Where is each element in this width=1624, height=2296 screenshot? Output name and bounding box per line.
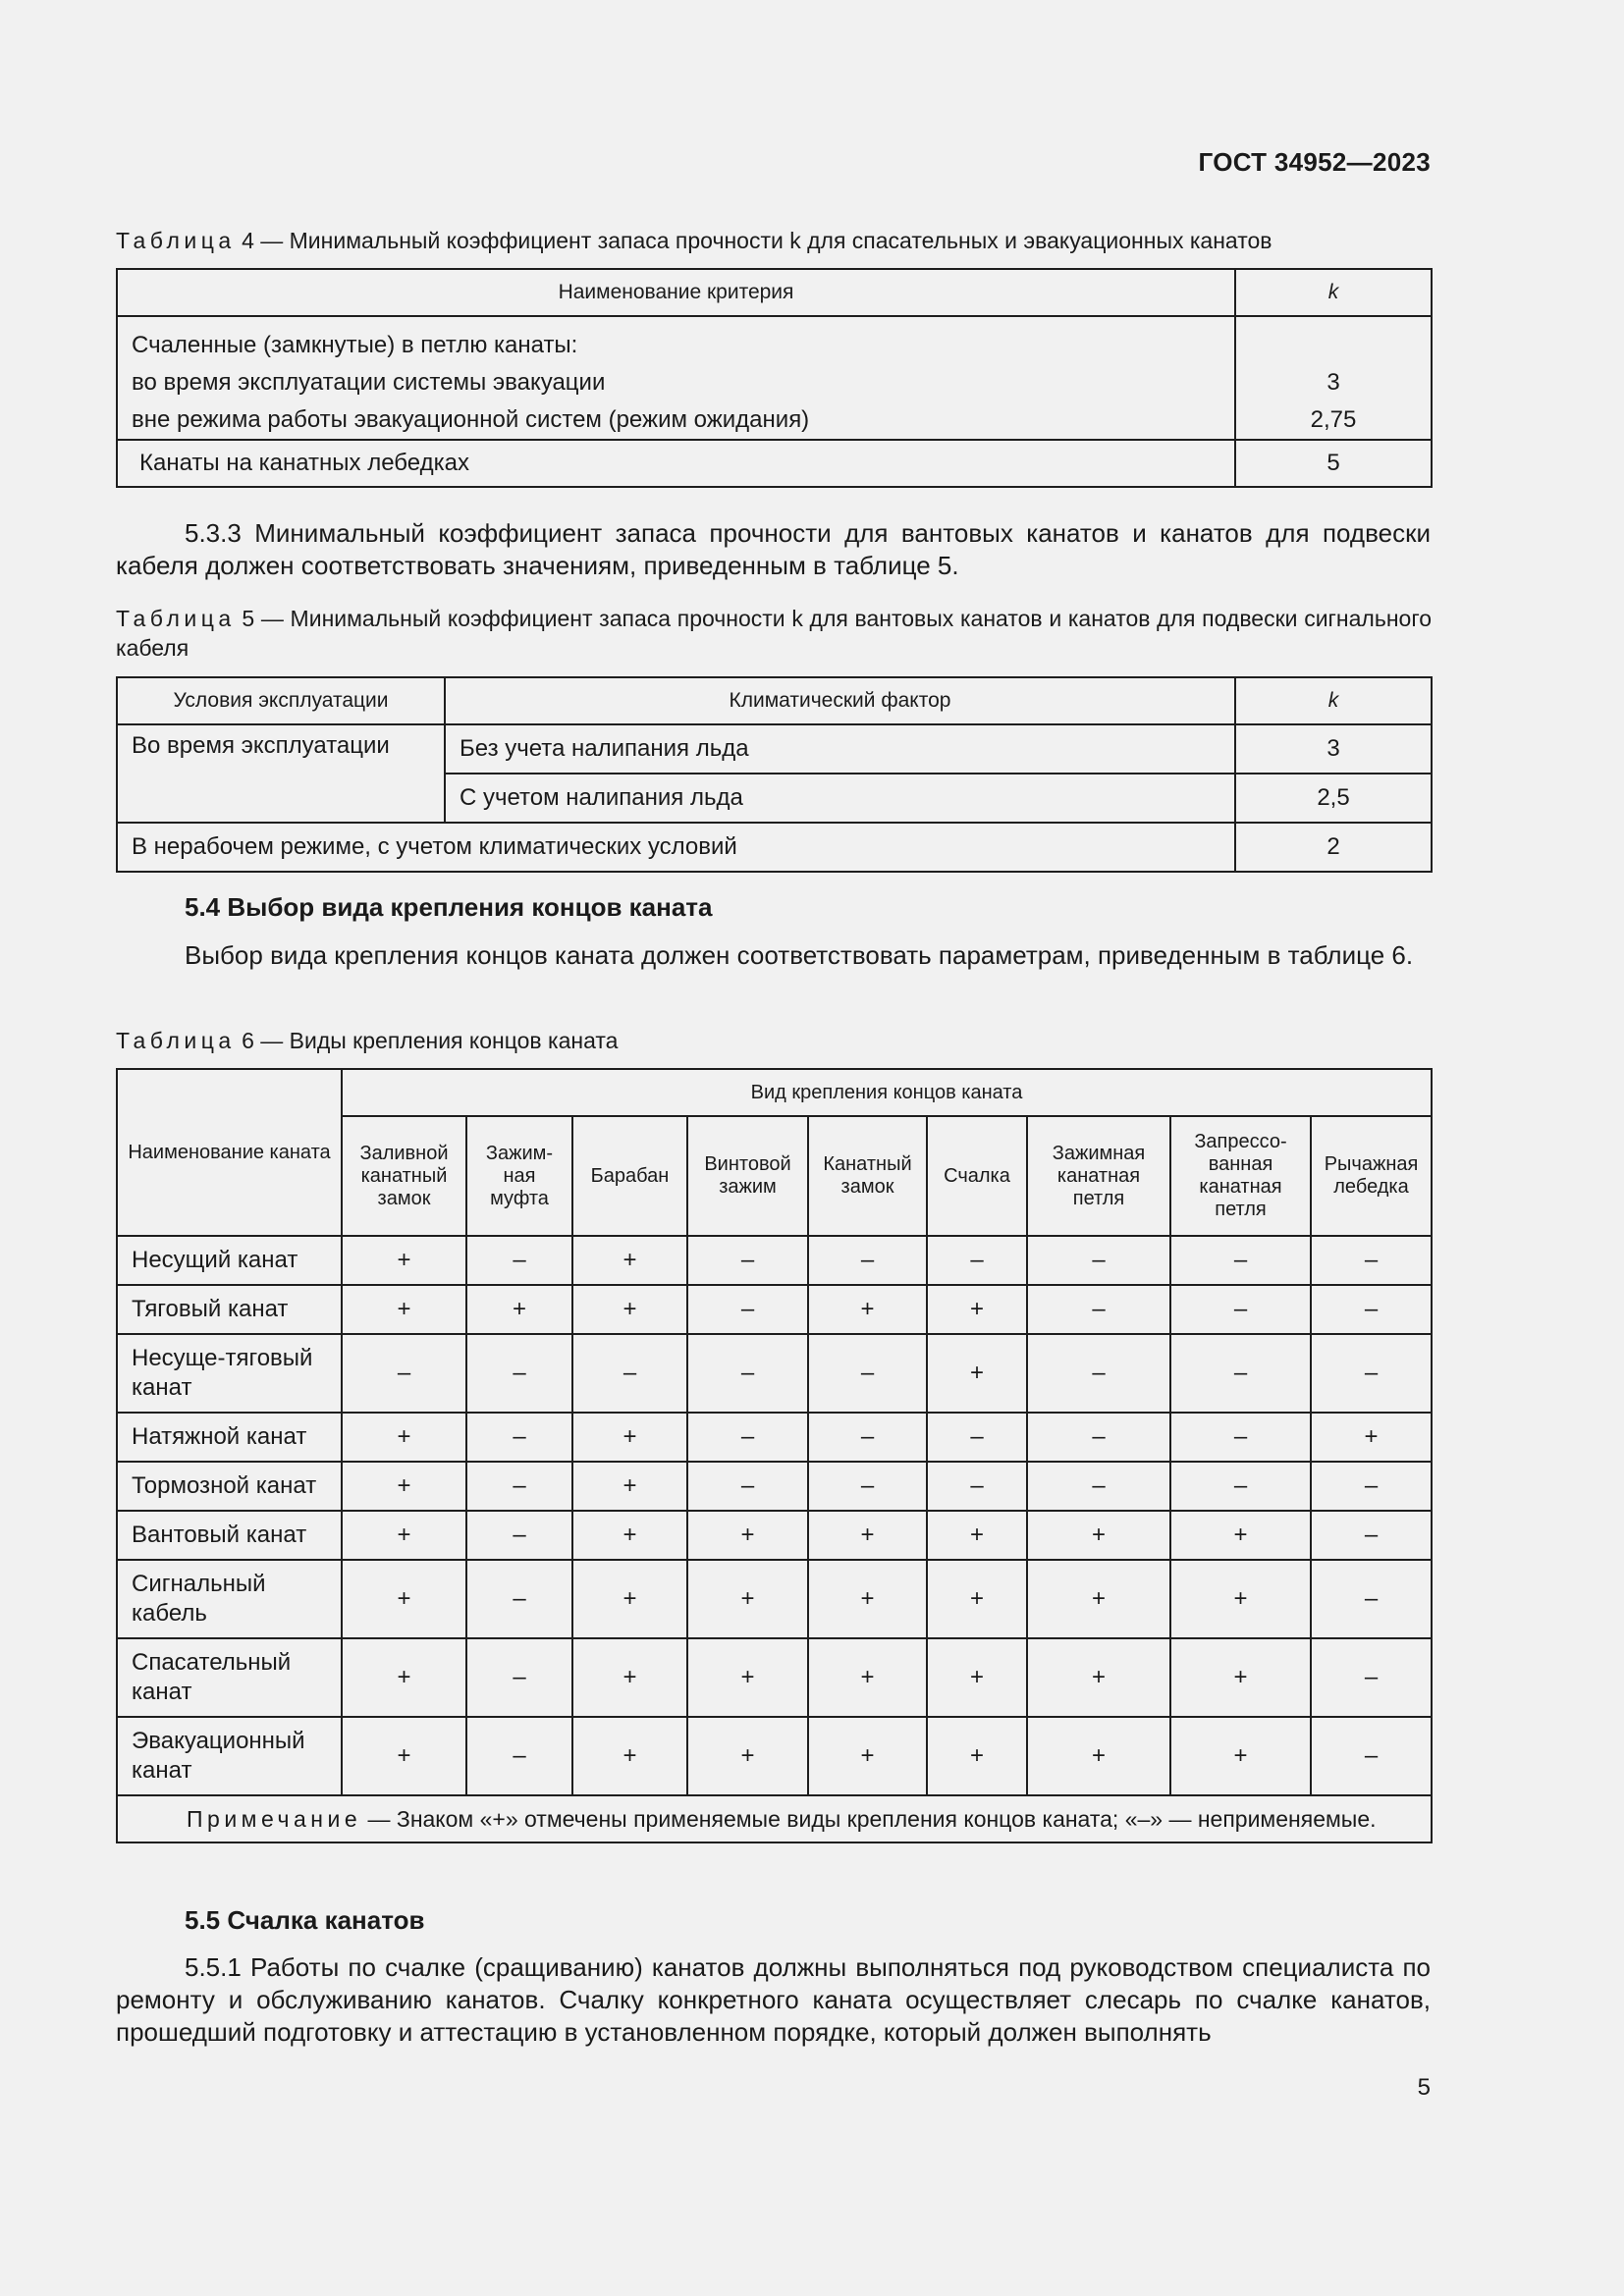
table6-mark-cell: +	[342, 1285, 466, 1334]
table6-mark-cell: +	[342, 1413, 466, 1462]
table6-mark-cell: +	[1170, 1717, 1311, 1795]
table6-col-header: Канатный замок	[808, 1116, 927, 1236]
table6-note-prefix: Примечание	[187, 1806, 362, 1832]
table6-mark-cell: –	[1311, 1334, 1432, 1413]
table6-mark-cell: –	[808, 1236, 927, 1285]
table4-col-k: k	[1235, 269, 1432, 316]
table6-col-header: Заливной канатный замок	[342, 1116, 466, 1236]
table6-mark-cell: +	[808, 1285, 927, 1334]
table6-mark-cell: –	[1027, 1413, 1170, 1462]
table6-row-name: Тяговый канат	[117, 1285, 342, 1334]
table6-caption	[116, 1026, 618, 1055]
table6-mark-cell: –	[1311, 1462, 1432, 1511]
table6-mark-cell: +	[1170, 1511, 1311, 1560]
table6-row-name: Сигнальный кабель	[117, 1560, 342, 1638]
table4-row3-k: 5	[1235, 440, 1432, 487]
table5-row-idle	[117, 823, 1432, 872]
table6-mark-cell: –	[466, 1462, 572, 1511]
table-4	[116, 268, 1433, 488]
table6-row-name: Тормозной канат	[117, 1462, 342, 1511]
table6-mark-cell: +	[466, 1285, 572, 1334]
table6-mark-cell: –	[687, 1413, 808, 1462]
table5-cond-operation: Во время эксплуатации	[117, 724, 445, 823]
table6-caption-text: 6 — Виды крепления концов каната	[235, 1028, 619, 1053]
table6-mark-cell: –	[1027, 1334, 1170, 1413]
table6-mark-cell: –	[687, 1462, 808, 1511]
table6-mark-cell: +	[1311, 1413, 1432, 1462]
table6-mark-cell: –	[1311, 1638, 1432, 1717]
table6-row	[117, 1462, 1432, 1511]
table5-k-ice: 2,5	[1235, 774, 1432, 823]
table4-group-cell	[117, 316, 1235, 440]
table6-row-name: Натяжной канат	[117, 1413, 342, 1462]
table6-mark-cell: +	[808, 1717, 927, 1795]
table6-row-name: Несуще-тяговый канат	[117, 1334, 342, 1413]
table6-group-header: Вид крепления концов каната	[342, 1069, 1432, 1116]
table6-row-name: Эвакуационный канат	[117, 1717, 342, 1795]
table6-col-header: Барабан	[572, 1116, 687, 1236]
table6-mark-cell: +	[342, 1462, 466, 1511]
standard-code: ГОСТ 34952—2023	[1198, 147, 1431, 177]
table6-mark-cell: +	[927, 1638, 1027, 1717]
table5-header-row	[117, 677, 1432, 724]
table6-mark-cell: +	[572, 1638, 687, 1717]
table5-caption	[116, 604, 1432, 663]
table6-mark-cell: –	[466, 1413, 572, 1462]
table6-row	[117, 1236, 1432, 1285]
table5-col-k: k	[1235, 677, 1432, 724]
table6-mark-cell: +	[342, 1717, 466, 1795]
table4-caption-text: 4 — Минимальный коэффициент запаса прочности k для спасательных и эвакуационных канатов	[235, 228, 1272, 253]
table6-mark-cell: +	[572, 1285, 687, 1334]
table6-mark-cell: +	[1027, 1638, 1170, 1717]
table4-col-criterion: Наименование критерия	[117, 269, 1235, 316]
table6-col-header: Винтовой зажим	[687, 1116, 808, 1236]
table5-caption-prefix: Таблица	[116, 606, 236, 631]
table6-mark-cell: +	[927, 1717, 1027, 1795]
table6-mark-cell: –	[1170, 1236, 1311, 1285]
table6-mark-cell: –	[572, 1334, 687, 1413]
table6-mark-cell: –	[808, 1334, 927, 1413]
table6-row	[117, 1334, 1432, 1413]
table5-col-conditions: Условия эксплуатации	[117, 677, 445, 724]
table6-mark-cell: +	[927, 1285, 1027, 1334]
table5-row-no-ice	[117, 724, 1432, 774]
table5-caption-text: 5 — Минимальный коэффициент запаса прочности k для вантовых канатов и канатов для подвески сигнального кабеля	[116, 606, 1432, 661]
table6-col-header: Счалка	[927, 1116, 1027, 1236]
table6-row-name: Спасательный канат	[117, 1638, 342, 1717]
table6-mark-cell: +	[687, 1717, 808, 1795]
table6-mark-cell: –	[808, 1413, 927, 1462]
table6-mark-cell: –	[927, 1462, 1027, 1511]
table6-mark-cell: +	[572, 1560, 687, 1638]
table6-mark-cell: +	[927, 1334, 1027, 1413]
table6-row-name: Вантовый канат	[117, 1511, 342, 1560]
heading-5-5: 5.5 Счалка канатов	[185, 1905, 425, 1935]
table6-col-header: Рычажная лебедка	[1311, 1116, 1432, 1236]
table6-mark-cell: –	[1311, 1511, 1432, 1560]
table5-k-idle: 2	[1235, 823, 1432, 872]
table6-row	[117, 1285, 1432, 1334]
table5-col-factor: Климатический фактор	[445, 677, 1235, 724]
table6-mark-cell: +	[808, 1560, 927, 1638]
table4-k-cell	[1235, 316, 1432, 440]
table6-mark-cell: –	[466, 1638, 572, 1717]
table6-mark-cell: –	[1170, 1413, 1311, 1462]
table4-caption	[116, 226, 1272, 255]
table5-cond-idle: В нерабочем режиме, с учетом климатических условий	[117, 823, 1235, 872]
table6-mark-cell: +	[342, 1236, 466, 1285]
table6-mark-cell: +	[808, 1511, 927, 1560]
table6-note-text: — Знаком «+» отмечены применяемые виды крепления концов каната; «–» — неприменяемые.	[361, 1806, 1377, 1832]
table4-row3	[117, 440, 1432, 487]
page-number: 5	[1417, 2074, 1431, 2101]
table6-col-header: Зажим-ная муфта	[466, 1116, 572, 1236]
table6-mark-cell: –	[466, 1560, 572, 1638]
table6-mark-cell: –	[1027, 1462, 1170, 1511]
table6-mark-cell: +	[687, 1560, 808, 1638]
table6-mark-cell: –	[466, 1236, 572, 1285]
table6-mark-cell: –	[687, 1236, 808, 1285]
table4-row2-k: 2,75	[1310, 406, 1357, 433]
table6-caption-prefix: Таблица	[116, 1028, 236, 1053]
table6-mark-cell: –	[342, 1334, 466, 1413]
table6-mark-cell: +	[1027, 1717, 1170, 1795]
table-6	[116, 1068, 1433, 1843]
table6-row-name: Несущий канат	[117, 1236, 342, 1285]
table6-mark-cell: +	[927, 1560, 1027, 1638]
table4-row2-label: вне режима работы эвакуационной систем (режим ожидания)	[132, 406, 810, 433]
table6-mark-cell: +	[1170, 1638, 1311, 1717]
table6-mark-cell: –	[466, 1334, 572, 1413]
table5-factor-ice: С учетом налипания льда	[445, 774, 1235, 823]
table5-k-no-ice: 3	[1235, 724, 1432, 774]
table6-mark-cell: +	[572, 1717, 687, 1795]
table6-mark-cell: –	[1170, 1462, 1311, 1511]
table6-header-row-1	[117, 1069, 1432, 1116]
table5-factor-no-ice: Без учета налипания льда	[445, 724, 1235, 774]
table6-mark-cell: –	[927, 1236, 1027, 1285]
table6-col-name: Наименование каната	[117, 1069, 342, 1236]
paragraph-5-4: Выбор вида крепления концов каната должен соответствовать параметрам, приведенным в таблице 6.	[185, 940, 1414, 970]
table6-col-header: Запрессо-ванная канатная петля	[1170, 1116, 1311, 1236]
table6-mark-cell: +	[342, 1638, 466, 1717]
table6-mark-cell: –	[1311, 1285, 1432, 1334]
table6-mark-cell: –	[1311, 1717, 1432, 1795]
table6-col-header: Зажимная канатная петля	[1027, 1116, 1170, 1236]
table6-mark-cell: –	[1311, 1236, 1432, 1285]
table6-mark-cell: –	[1027, 1236, 1170, 1285]
paragraph-5-3-3: 5.3.3 Минимальный коэффициент запаса прочности для вантовых канатов и канатов для подвески кабеля должен соответствовать значениям, приведенным в таблице 5.	[116, 518, 1431, 580]
table4-caption-prefix: Таблица	[116, 228, 236, 253]
table6-mark-cell: +	[572, 1236, 687, 1285]
table6-mark-cell: +	[572, 1413, 687, 1462]
table6-row	[117, 1717, 1432, 1795]
paragraph-5-5-1: 5.5.1 Работы по счалке (сращиванию) канатов должны выполняться под руководством специалиста по ремонту и обслуживанию канатов. Счалку конкретного каната осуществляет слесарь по счалке канатов, прошедший подготовку и аттестацию в установленном порядке, который должен выполнять	[116, 1952, 1431, 2047]
table6-mark-cell: +	[342, 1560, 466, 1638]
table6-row	[117, 1560, 1432, 1638]
heading-5-4: 5.4 Выбор вида крепления концов каната	[185, 892, 713, 922]
table6-mark-cell: +	[808, 1638, 927, 1717]
table6-mark-cell: +	[687, 1638, 808, 1717]
table4-row-group	[117, 316, 1432, 440]
table4-group-title: Счаленные (замкнутые) в петлю канаты:	[132, 332, 578, 358]
table6-mark-cell: –	[466, 1511, 572, 1560]
table6-row	[117, 1638, 1432, 1717]
table4-row1-k: 3	[1326, 369, 1340, 396]
table6-mark-cell: +	[927, 1511, 1027, 1560]
table6-mark-cell: +	[687, 1511, 808, 1560]
table6-mark-cell: –	[687, 1334, 808, 1413]
table6-mark-cell: –	[466, 1717, 572, 1795]
table6-mark-cell: +	[1027, 1511, 1170, 1560]
table4-header-row	[117, 269, 1432, 316]
table6-mark-cell: –	[687, 1285, 808, 1334]
table6-mark-cell: –	[808, 1462, 927, 1511]
table6-mark-cell: –	[927, 1413, 1027, 1462]
table6-mark-cell: –	[1027, 1285, 1170, 1334]
table6-note	[117, 1795, 1432, 1842]
table6-mark-cell: –	[1311, 1560, 1432, 1638]
table6-mark-cell: –	[1170, 1285, 1311, 1334]
table6-row	[117, 1413, 1432, 1462]
table6-mark-cell: +	[342, 1511, 466, 1560]
table4-row3-label: Канаты на канатных лебедках	[117, 440, 1235, 487]
table6-note-row	[117, 1795, 1432, 1842]
table6-mark-cell: +	[1170, 1560, 1311, 1638]
table6-mark-cell: –	[1170, 1334, 1311, 1413]
table6-mark-cell: +	[1027, 1560, 1170, 1638]
table6-body	[117, 1236, 1432, 1795]
table6-mark-cell: +	[572, 1511, 687, 1560]
table-5	[116, 676, 1433, 873]
table6-row	[117, 1511, 1432, 1560]
table4-row1-label: во время эксплуатации системы эвакуации	[132, 369, 606, 396]
table6-mark-cell: +	[572, 1462, 687, 1511]
